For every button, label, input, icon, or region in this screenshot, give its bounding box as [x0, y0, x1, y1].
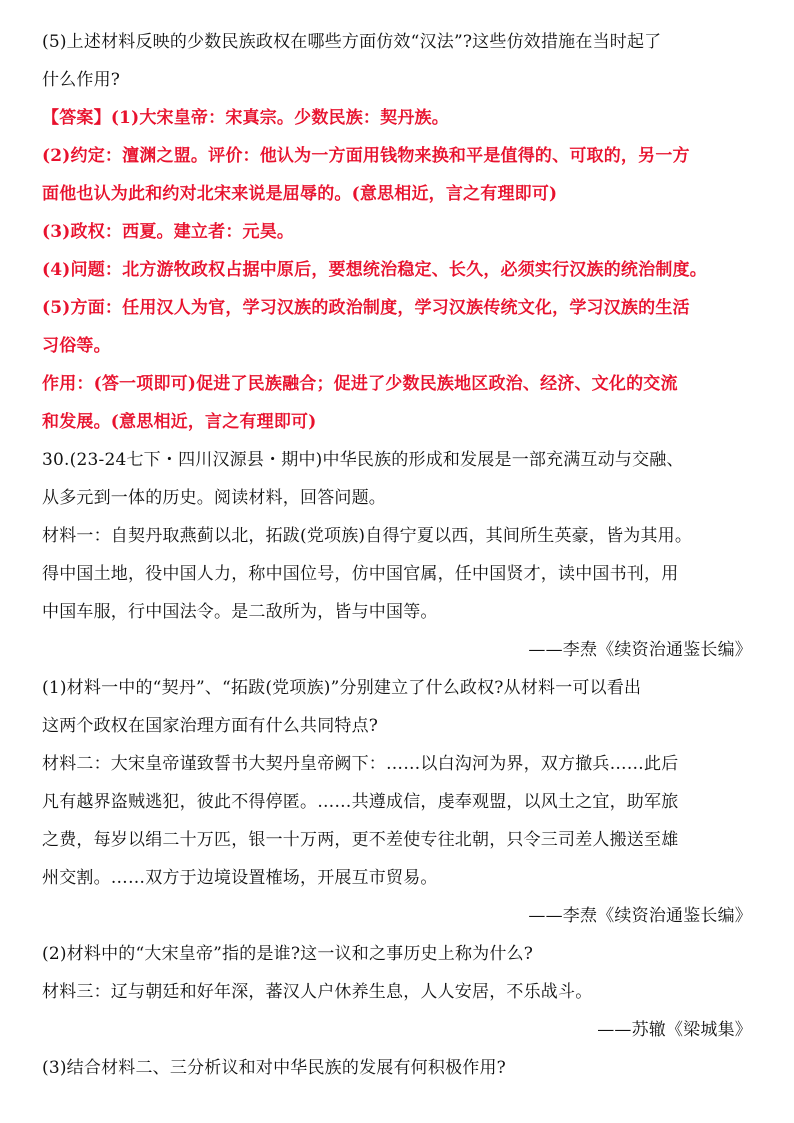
material-2-line-2: 凡有越界盗贼逃犯，彼此不得停匿。……共遵成信，虔奉观盟，以风土之宜，助军旅	[42, 792, 679, 812]
answer-5-line-1: (5)方面：任用汉人为官，学习汉族的政治制度，学习汉族传统文化，学习汉族的生活	[42, 298, 690, 318]
material-1-line-2: 得中国土地，役中国人力，称中国位号，仿中国官属，任中国贤才，读中国书刊，用	[42, 564, 679, 584]
sub-question-1-line-2: 这两个政权在国家治理方面有什么共同特点?	[42, 716, 379, 736]
material-1-source: ——李焘《续资治通鉴长编》	[528, 640, 752, 660]
material-2-line-3: 之费，每岁以绢二十万匹，银一十万两，更不差使专往北朝，只令三司差人搬送至雄	[42, 830, 679, 850]
answer-2-line-2: 面他也认为此和约对北宋来说是屈辱的。(意思相近，言之有理即可)	[42, 184, 558, 204]
question-5-line-2: 什么作用?	[42, 70, 121, 90]
answer-effect-line-2: 和发展。(意思相近，言之有理即可)	[42, 412, 317, 432]
sub-question-2: (2)材料中的“大宋皇帝”指的是谁?这一议和之事历史上称为什么?	[42, 944, 534, 964]
material-3-source: ——苏辙《梁城集》	[597, 1020, 752, 1040]
material-1-line-3: 中国车服，行中国法令。是二敌所为，皆与中国等。	[42, 602, 438, 622]
question-30-intro-line-2: 从多元到一体的历史。阅读材料，回答问题。	[42, 488, 386, 508]
sub-question-1-line-1: (1)材料一中的“契丹”、“拓跋(党项族)”分别建立了什么政权?从材料一可以看出	[42, 678, 642, 698]
answer-5-line-2: 习俗等。	[42, 336, 111, 356]
material-2-source: ——李焘《续资治通鉴长编》	[528, 906, 752, 926]
material-1-line-1: 材料一：自契丹取燕蓟以北，拓跋(党项族)自得宁夏以西，其间所生英豪，皆为其用。	[42, 526, 693, 546]
answer-3: (3)政权：西夏。建立者：元昊。	[42, 222, 295, 242]
answer-effect-line-1: 作用：(答一项即可)促进了民族融合；促进了少数民族地区政治、经济、文化的交流	[42, 374, 678, 394]
answer-2-line-1: (2)约定：澶渊之盟。评价：他认为一方面用钱物来换和平是值得的、可取的，另一方	[42, 146, 690, 166]
answer-4: (4)问题：北方游牧政权占据中原后，要想统治稳定、长久，必须实行汉族的统治制度。	[42, 260, 707, 280]
sub-question-3: (3)结合材料二、三分析议和对中华民族的发展有何积极作用?	[42, 1058, 506, 1078]
answer-1	[42, 106, 752, 130]
material-3: 材料三：辽与朝廷和好年深，蕃汉人户休养生息，人人安居，不乐战斗。	[42, 982, 593, 1002]
question-30-intro-line-1: 30.(23-24七下・四川汉源县・期中)中华民族的形成和发展是一部充满互动与交融、	[42, 450, 684, 470]
material-2-line-1: 材料二：大宋皇帝谨致誓书大契丹皇帝阙下：……以白沟河为界，双方撤兵……此后	[42, 754, 679, 774]
question-5-line-1: (5)上述材料反映的少数民族政权在哪些方面仿效“汉法”?这些仿效措施在当时起了	[42, 32, 662, 52]
answer-tag: 【答案】	[42, 108, 111, 128]
answer-1-text: (1)大宋皇帝：宋真宗。少数民族：契丹族。	[110, 108, 449, 128]
material-2-line-4: 州交割。……双方于边境设置榷场，开展互市贸易。	[42, 868, 438, 888]
